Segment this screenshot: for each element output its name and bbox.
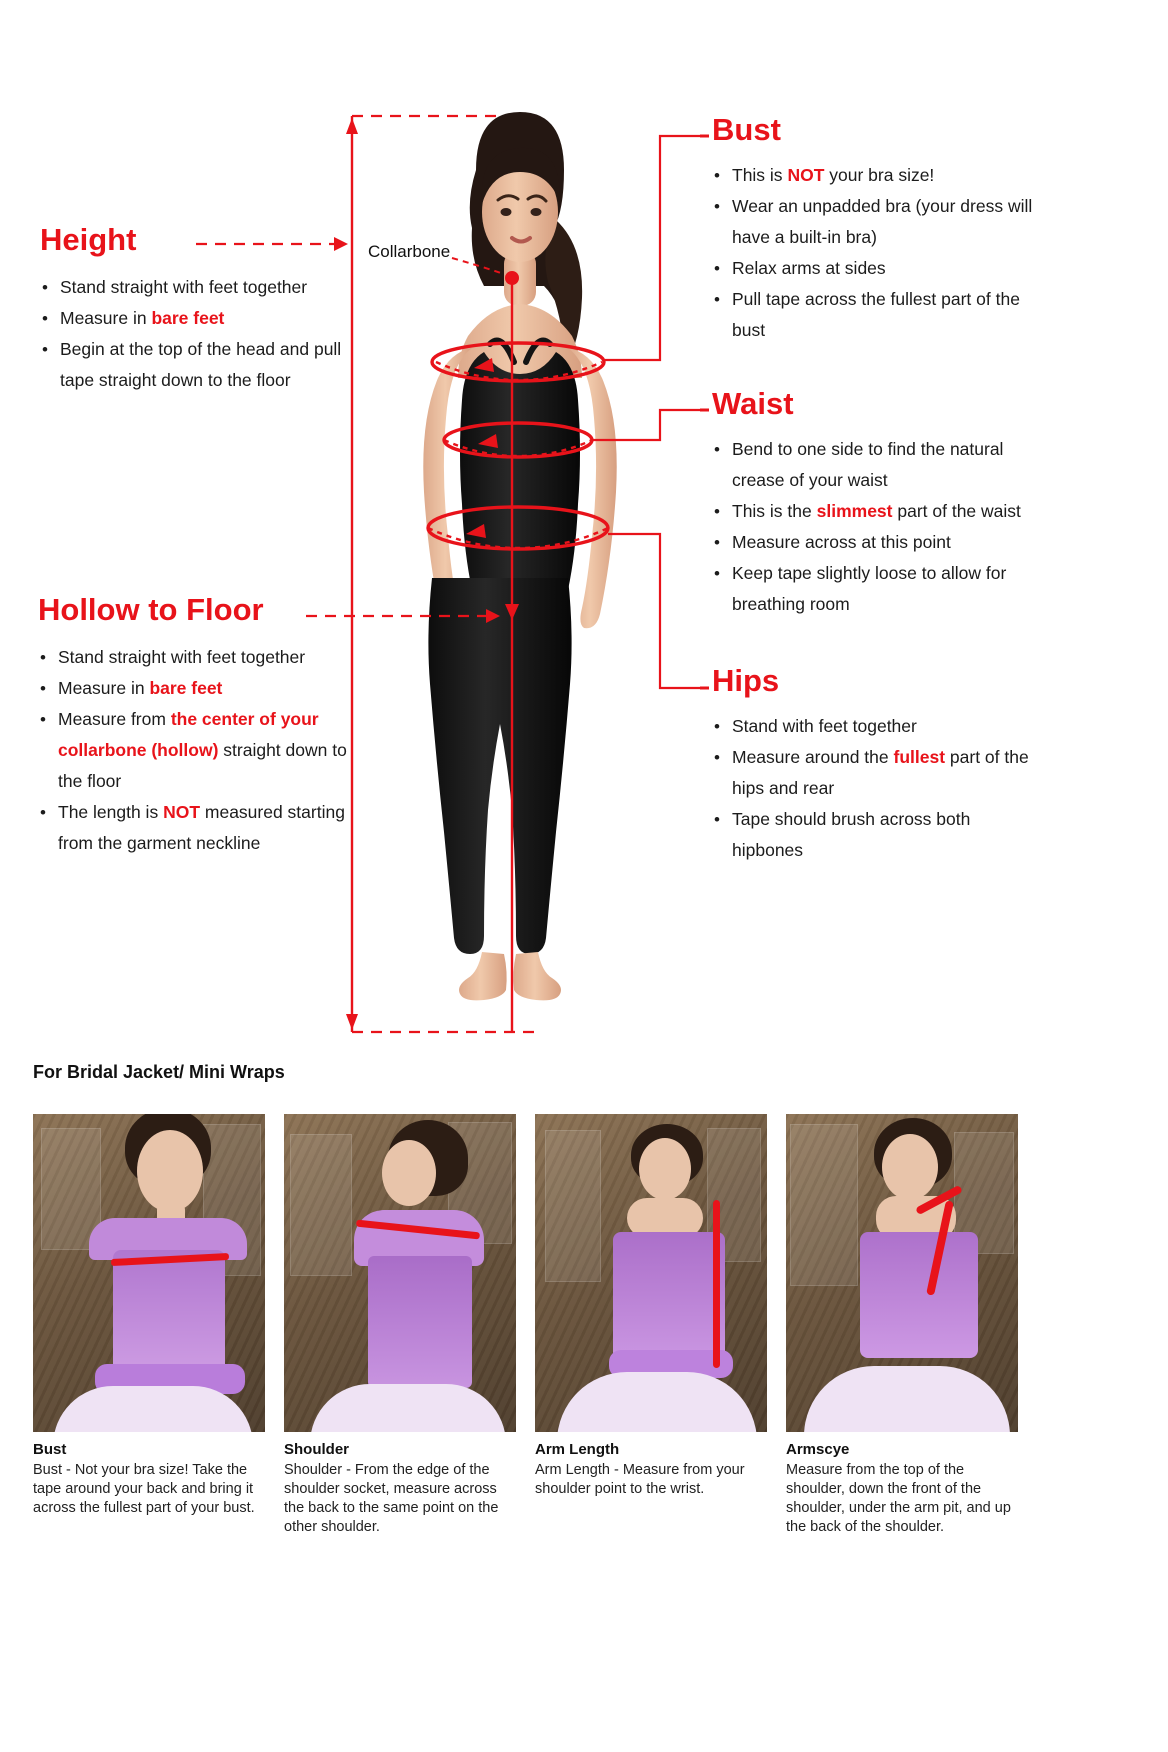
section-title-hips: Hips: [712, 663, 780, 698]
card-armscye: [786, 1114, 1018, 1537]
list-item: • Bend to one side to find the natural crease of your waist: [712, 434, 1052, 496]
list-item: • Relax arms at sides: [712, 253, 1042, 284]
card-title-bust: Bust: [33, 1441, 67, 1458]
list-item: • Measure in bare feet: [40, 303, 370, 334]
card-title-shoulder: Shoulder: [284, 1441, 350, 1458]
list-item: • This is NOT your bra size!: [712, 160, 1042, 191]
list-item: • Keep tape slightly loose to allow for breathing room: [712, 558, 1052, 620]
list-item: • Stand straight with feet together: [40, 272, 370, 303]
list-item: • Wear an unpadded bra (your dress will have a built-in bra): [712, 191, 1042, 253]
photo-shoulder: [284, 1114, 516, 1432]
section-height: [40, 222, 370, 396]
list-item: • Tape should brush across both hipbones: [712, 804, 1042, 866]
card-title-arm-length: Arm Length: [535, 1441, 620, 1458]
section-title-hollow-to-floor: Hollow to Floor: [38, 592, 264, 627]
photo-bust: [33, 1114, 265, 1432]
bullet-list-bust: [712, 160, 1042, 346]
photo-arm-length: [535, 1114, 767, 1432]
photo-armscye: [786, 1114, 1018, 1432]
card-arm-length: [535, 1114, 767, 1537]
card-shoulder: [284, 1114, 516, 1537]
card-text-shoulder: Shoulder - From the edge of the shoulder socket, measure across the back to the same point on the other shoulder.: [284, 1462, 499, 1535]
section-title-height: Height: [40, 222, 137, 257]
section-hollow-to-floor: [38, 592, 368, 859]
list-item: • Measure in bare feet: [38, 673, 368, 704]
bridal-jacket-title: For Bridal Jacket/ Mini Wraps: [33, 1062, 285, 1082]
list-item: • This is the slimmest part of the waist: [712, 496, 1052, 527]
list-item: • Measure from the center of your collarbone (hollow) straight down to the floor: [38, 704, 368, 797]
list-item: • Stand straight with feet together: [38, 642, 368, 673]
card-text-armscye: Measure from the top of the shoulder, down the front of the shoulder, under the arm pit, and up the back of the shoulder.: [786, 1462, 1011, 1535]
list-item: • Pull tape across the fullest part of the bust: [712, 284, 1042, 346]
section-hips: [712, 663, 1042, 866]
bullet-list-hollow: [38, 642, 368, 859]
bullet-list-waist: [712, 434, 1052, 620]
list-item: • The length is NOT measured starting from the garment neckline: [38, 797, 368, 859]
section-title-waist: Waist: [712, 386, 794, 421]
bullet-list-hips: [712, 711, 1042, 866]
bullet-list-height: [40, 272, 370, 396]
bridal-jacket-cards: [33, 1114, 1139, 1537]
card-title-armscye: Armscye: [786, 1441, 850, 1458]
list-item: • Measure around the fullest part of the hips and rear: [712, 742, 1042, 804]
card-bust: [33, 1114, 265, 1537]
card-text-bust: Bust - Not your bra size! Take the tape around your back and bring it across the fullest part of your bust.: [33, 1462, 255, 1516]
list-item: • Measure across at this point: [712, 527, 1052, 558]
section-title-bust: Bust: [712, 112, 781, 147]
card-text-arm-length: Arm Length - Measure from your shoulder point to the wrist.: [535, 1462, 745, 1497]
section-bust: [712, 112, 1042, 346]
list-item: • Stand with feet together: [712, 711, 1042, 742]
collarbone-label: Collarbone: [368, 242, 451, 261]
list-item: • Begin at the top of the head and pull tape straight down to the floor: [40, 334, 370, 396]
section-waist: [712, 386, 1052, 620]
